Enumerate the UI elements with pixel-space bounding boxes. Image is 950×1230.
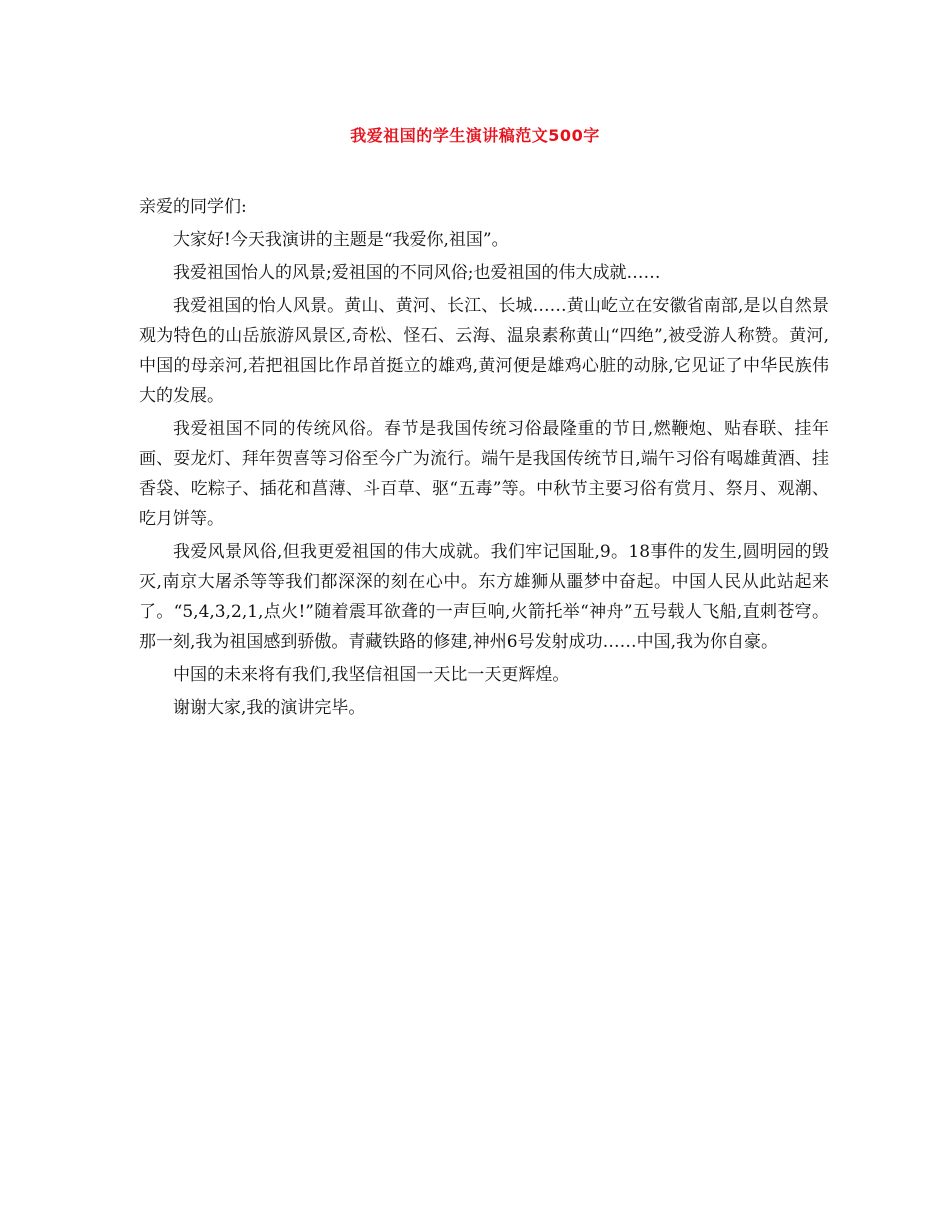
paragraph-3: 我爱祖国的怡人风景。黄山、黄河、长江、长城……黄山屹立在安徽省南部,是以自然景观为特色的山岳旅游风景区,奇松、怪石、云海、温泉素称黄山“四绝”,被受游人称赞。黄河,中国的母亲河,若把祖国比作昂首挺立的雄鸡,黄河便是雄鸡心脏的动脉,它见证了中华民族伟大的发展。 [139,296,829,406]
document-title: 我爱祖国的学生演讲稿范文500字 [350,126,600,145]
paragraph-5: 我爱风景风俗,但我更爱祖国的伟大成就。我们牢记国耻,9。18事件的发生,圆明园的毁灭,南京大屠杀等等我们都深深的刻在心中。东方雄狮从噩梦中奋起。中国人民从此站起来了。“5,4,3,2,1,点火!”随着震耳欲聋的一声巨响,火箭托举“神舟”五号载人飞船,直刺苍穹。那一刻,我为祖国感到骄傲。青藏铁路的修建,神州6号发射成功……中国,我为你自豪。 [139,542,829,652]
paragraph-7: 谢谢大家,我的演讲完毕。 [173,698,366,718]
paragraph-4: 我爱祖国不同的传统风俗。春节是我国传统习俗最隆重的节日,燃鞭炮、贴春联、挂年画、耍龙灯、拜年贺喜等习俗至今广为流行。端午是我国传统节日,端午习俗有喝雄黄酒、挂香袋、吃粽子、插花和菖薄、斗百草、驱“五毒”等。中秋节主要习俗有赏月、祭月、观潮、吃月饼等。 [139,419,829,529]
greeting: 亲爱的同学们: [139,197,247,217]
paragraph-6: 中国的未来将有我们,我坚信祖国一天比一天更辉煌。 [173,665,570,685]
document-body [139,192,829,726]
paragraph-2: 我爱祖国怡人的风景;爱祖国的不同风俗;也爱祖国的伟大成就…… [173,263,661,283]
paragraph-1: 大家好!今天我演讲的主题是“我爱你,祖国”。 [173,230,509,250]
